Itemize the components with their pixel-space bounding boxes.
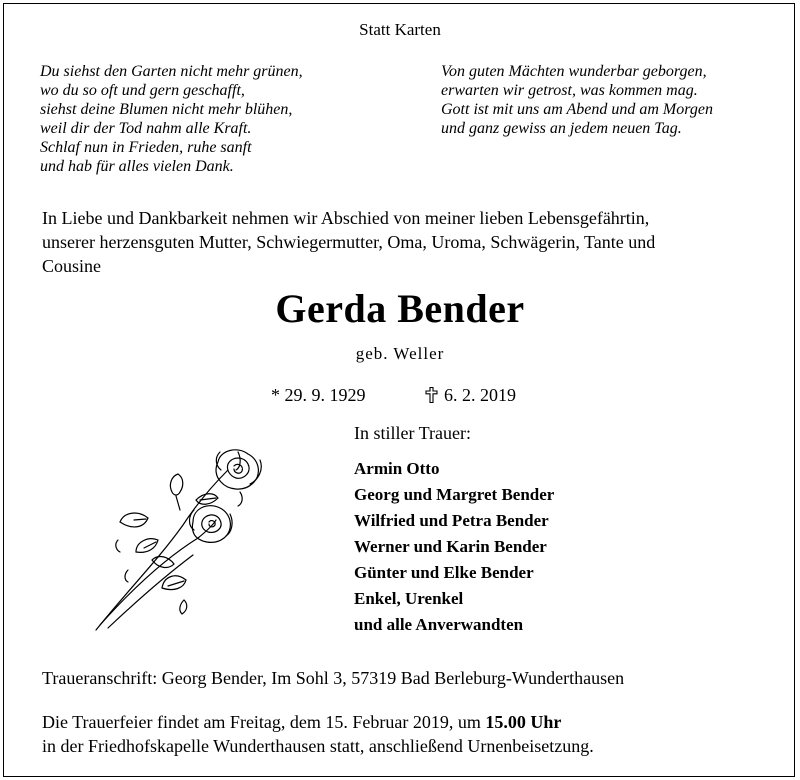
cross-icon [425, 387, 438, 403]
mourner-name: Georg und Margret Bender [354, 485, 555, 504]
death-date-group [425, 385, 516, 406]
rose-top [216, 450, 261, 489]
maiden-name: geb. Weller [355, 344, 445, 363]
poem-right-line: Von guten Mächten wunderbar geborgen, [441, 63, 707, 80]
poem-left-line: Du siehst den Garten nicht mehr grünen, [40, 63, 303, 80]
poem-right-line: und ganz gewiss an jedem neuen Tag. [441, 120, 682, 137]
mourners-list [354, 456, 554, 638]
poem-right-line: Gott ist mit uns am Abend und am Morgen [441, 101, 713, 118]
mourner-name: Werner und Karin Bender [354, 537, 547, 556]
service-date-text: Die Trauerfeier findet am Freitag, dem 15. Februar 2019, um [42, 712, 486, 732]
rose-illustration-icon [88, 440, 278, 640]
death-date: 6. 2. 2019 [444, 385, 516, 405]
mourner-name: Enkel, Urenkel [354, 589, 464, 608]
mourner-name: und alle Anverwandten [354, 615, 524, 634]
deceased-name: Gerda Bender [275, 286, 525, 331]
birth-date: * 29. 9. 1929 [271, 385, 366, 405]
service-time: 15.00 Uhr [485, 712, 562, 732]
funeral-service-info [42, 710, 594, 758]
mourner-name: Günter und Elke Bender [354, 563, 534, 582]
mourner-name: Wilfried und Petra Bender [354, 511, 549, 530]
intro-line: unserer herzensguten Mutter, Schwiegermutter, Oma, Uroma, Schwägerin, Tante und [42, 232, 656, 252]
rose-middle [190, 506, 233, 543]
mourning-label: In stiller Trauer: [354, 423, 471, 443]
poem-right [441, 62, 713, 138]
poem-left-line: weil dir der Tod nahm alle Kraft. [40, 120, 252, 137]
poem-left-line: und hab für alles vielen Dank. [40, 158, 234, 175]
poem-left-line: siehst deine Blumen nicht mehr blühen, [40, 101, 293, 118]
service-line-2: in der Friedhofskapelle Wunderthausen statt, anschließend Urnenbeisetzung. [42, 736, 594, 756]
intro-line: In Liebe und Dankbarkeit nehmen wir Abschied von meiner lieben Lebensgefährtin, [42, 208, 650, 228]
header-statt-karten: Statt Karten [359, 20, 441, 39]
poem-left-line: Schlaf nun in Frieden, ruhe sanft [40, 139, 252, 156]
service-line-1 [42, 710, 594, 734]
intro-text [42, 206, 772, 278]
intro-line: Cousine [42, 256, 102, 276]
poem-left-line: wo du so oft und gern geschafft, [40, 82, 245, 99]
poem-left [40, 62, 303, 176]
mourning-address: Traueranschrift: Georg Bender, Im Sohl 3, 57319 Bad Berleburg-Wunderthausen [42, 668, 625, 688]
poem-right-line: erwarten wir getrost, was kommen mag. [441, 82, 698, 99]
mourner-name: Armin Otto [354, 459, 440, 478]
